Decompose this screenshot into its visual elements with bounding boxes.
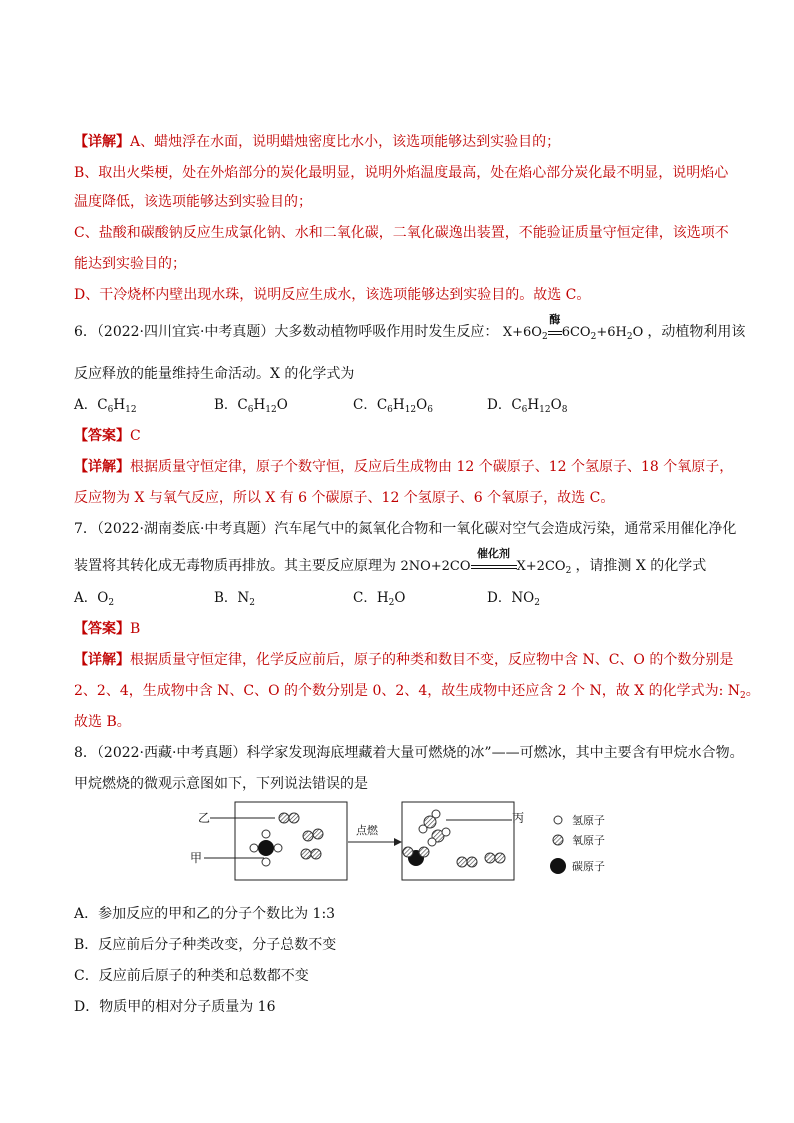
q5-detail-line-1: 【详解】A、蜡烛浮在水面，说明蜡烛密度比水小，该选项能够达到实验目的； [74, 134, 561, 150]
hydrogen-atom [250, 844, 258, 852]
q6-detail-1: 【详解】根据质量守恒定律，原子个数守恒，反应后生成物由 12 个碳原子、12 个氢原子、18 个氧原子， [74, 459, 734, 475]
product-box [402, 802, 514, 880]
q5-detail-line-6: D、干冷烧杯内壁出现水珠，说明反应生成水，该选项能够达到实验目的。故选 C。 [74, 287, 591, 303]
q7-option-d: D．$NO_2$ [487, 590, 540, 608]
q6-stem: 6．（2022·四川宜宾·中考真题）大多数动植物呼吸作用时发生反应： $X+6O_2$ 酶 $6CO_2+6H_2O$ ，动植物利用该 [74, 313, 746, 342]
q6-option-b: B．$C_6H_{12}O$ [214, 397, 288, 415]
q6-equation: $X+6O_2$ 酶 $6CO_2+6H_2O$ [502, 313, 644, 342]
q8-option-a: A．参加反应的甲和乙的分子个数比为 1:3 [74, 906, 336, 922]
q5-detail-line-4: C、盐酸和碳酸钠反应生成氯化钠、水和二氧化碳，二氧化碳逸出装置，不能验证质量守恒定律，该选项不 [74, 225, 729, 241]
q6-option-d: D．$C_6H_{12}O_8$ [487, 397, 568, 415]
oxygen-molecule [301, 849, 321, 859]
methane-molecule [250, 830, 282, 866]
legend-carbon: 碳原子 [572, 860, 605, 873]
q7-stem: 7．（2022·湖南娄底·中考真题）汽车尾气中的氮氧化合物和一氧化碳对空气会造成污染，通常采用催化净化 [74, 521, 737, 537]
q7-answer: 【答案】B [74, 621, 141, 637]
q6-option-a: A．$C_6H_{12}$ [74, 397, 137, 415]
q7-equation: 2NO+2CO 催化剂 $X+2CO_2$ [400, 547, 572, 576]
legend-hydrogen: 氢原子 [572, 814, 605, 827]
q8-stem-2: 甲烷燃烧的微观示意图如下，下列说法错误的是 [74, 776, 368, 792]
q5-detail-line-3: 温度降低，该选项能够达到实验目的； [74, 194, 312, 210]
q6-answer: 【答案】C [74, 428, 141, 444]
q7-option-c: C．$H_2O$ [353, 590, 406, 608]
carbon-atom [258, 840, 274, 856]
oxygen-molecule [279, 813, 299, 823]
q5-detail-line-2: B、取出火柴梗，处在外焰部分的炭化最明显，说明外焰温度最高，处在焰心部分炭化最不明显，说明焰心 [74, 165, 729, 181]
combustion-diagram [180, 798, 620, 890]
q6-option-c: C．$C_6H_{12}O_6$ [353, 397, 433, 415]
legend-oxygen: 氧原子 [572, 834, 605, 847]
q7-stem-2: 装置将其转化成无毒物质再排放。其主要反应原理为 2NO+2CO 催化剂 $X+2CO_2$ ，请推测 X 的化学式 [74, 547, 707, 576]
oxygen-molecule [303, 829, 323, 841]
hydrogen-atom [274, 844, 282, 852]
hydrogen-atom [262, 830, 270, 838]
q8-option-d: D．物质甲的相对分子质量为 16 [74, 999, 276, 1015]
label-bing: 丙 [512, 811, 525, 825]
q7-option-a: A．$O_2$ [74, 590, 115, 608]
label-jia: 甲 [190, 851, 203, 865]
q8-option-b: B．反应前后分子种类改变，分子总数不变 [74, 937, 337, 953]
q7-detail-2: 2、2、4，生成物中含 N、C、O 的个数分别是 0、2、4，故生成物中还应含 2 个 N，故 X 的化学式为: $N_2$。 [74, 683, 760, 701]
q7-option-b: B．$N_2$ [214, 590, 255, 608]
arrow-label: 点燃 [356, 824, 378, 837]
legend-oxygen-icon [553, 835, 563, 845]
hydrogen-atom [262, 858, 270, 866]
q7-detail-3: 故选 B。 [74, 714, 131, 730]
oxygen-molecule [485, 853, 505, 863]
co2-molecule [403, 847, 429, 866]
label-yi: 乙 [198, 811, 211, 825]
oxygen-molecule [457, 857, 477, 867]
arrow-head [394, 838, 402, 846]
q5-detail-line-5: 能达到实验目的； [74, 256, 186, 272]
legend-hydrogen-icon [554, 816, 562, 824]
q8-stem: 8．（2022·西藏·中考真题）科学家发现海底埋藏着大量可燃烧的冰”——可燃冰，其中主要含有甲烷水合物。 [74, 745, 744, 761]
q6-stem-2: 反应释放的能量维持生命活动。X 的化学式为 [74, 366, 355, 382]
water-molecule [428, 828, 450, 846]
water-molecule [419, 810, 440, 833]
q6-detail-2: 反应物为 X 与氧气反应，所以 X 有 6 个碳原子、12 个氢原子、6 个氧原子，故选 C。 [74, 490, 615, 506]
q7-detail-1: 【详解】根据质量守恒定律，化学反应前后，原子的种类和数目不变，反应物中含 N、C、O 的个数分别是 [74, 652, 734, 668]
q8-option-c: C．反应前后原子的种类和总数都不变 [74, 968, 309, 984]
legend-carbon-icon [550, 858, 566, 874]
